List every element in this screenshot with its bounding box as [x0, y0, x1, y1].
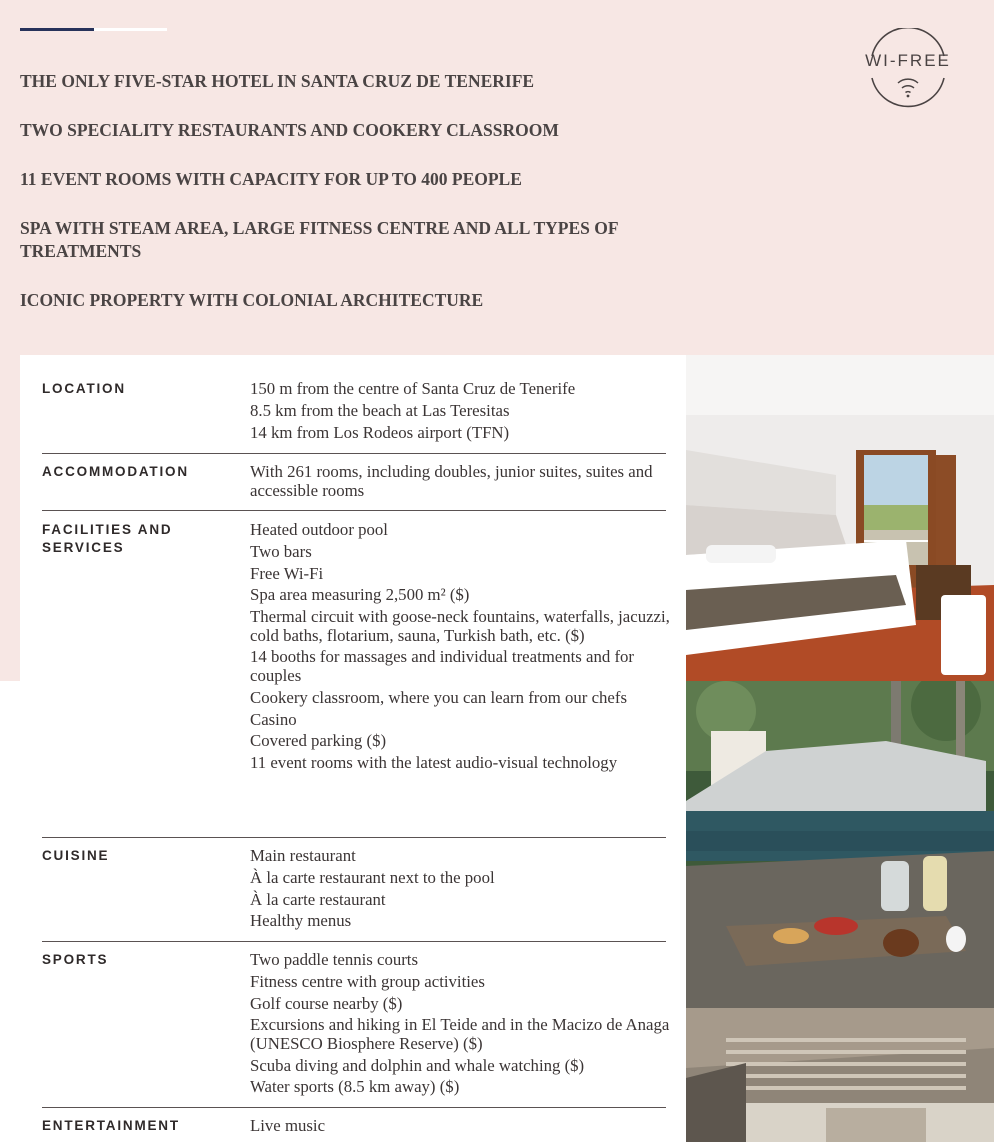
section-items [250, 847, 670, 934]
highlights-list [20, 70, 680, 338]
section-label: CUISINE [42, 848, 110, 863]
list-item: 14 km from Los Rodeos airport (TFN) [250, 422, 510, 442]
section-items [250, 463, 670, 503]
section-items [250, 951, 670, 1100]
list-item: À la carte restaurant [250, 889, 386, 909]
photo-bedroom [686, 355, 994, 681]
list-item: Main restaurant [250, 846, 356, 865]
list-item: Thermal circuit with goose-neck fountains, waterfalls, jacuzzi, cold baths, flotarium, sauna, Turkish bath, etc. ($) [250, 607, 670, 645]
section-items [250, 1117, 670, 1139]
left-pink-strip [0, 355, 20, 681]
accent-rule-light [94, 28, 167, 31]
list-item: Excursions and hiking in El Teide and in the Macizo de Anaga (UNESCO Biosphere Reserve) ($) [250, 1015, 670, 1053]
photo-architecture [686, 1008, 994, 1142]
section-sports [42, 950, 670, 1108]
section-label: SPORTS [42, 952, 109, 967]
list-item: Live music [250, 1116, 326, 1135]
highlight-item: ICONIC PROPERTY WITH COLONIAL ARCHITECTURE [20, 290, 484, 310]
accent-rule-dark [20, 28, 94, 31]
highlight-item: 11 EVENT ROOMS WITH CAPACITY FOR UP TO 400 PEOPLE [20, 169, 522, 189]
info-table [20, 355, 686, 1142]
list-item: Scuba diving and dolphin and whale watching ($) [250, 1055, 585, 1075]
list-item: À la carte restaurant next to the pool [250, 867, 495, 887]
section-entertainment [42, 1117, 666, 1142]
section-accommodation [42, 463, 666, 511]
highlight-item: TWO SPECIALITY RESTAURANTS AND COOKERY CLASSROOM [20, 120, 559, 140]
list-item: Two paddle tennis courts [250, 950, 419, 969]
list-item: 14 booths for massages and individual treatments and for couples [250, 647, 635, 685]
wifi-badge-label: WI-FREE [865, 51, 951, 70]
photo-pool-terrace [686, 681, 994, 1008]
section-facilities [42, 520, 670, 838]
list-item: Cookery classroom, where you can learn from our chefs [250, 687, 627, 707]
section-location [42, 380, 666, 454]
list-item: Fitness centre with group activities [250, 971, 485, 991]
section-label: LOCATION [42, 381, 126, 396]
list-item: Heated outdoor pool [250, 520, 388, 539]
list-item: 150 m from the centre of Santa Cruz de Tenerife [250, 379, 576, 398]
list-item: Golf course nearby ($) [250, 993, 403, 1013]
list-item: With 261 rooms, including doubles, junior suites, suites and accessible rooms [250, 462, 653, 500]
section-label: ENTERTAINMENT [42, 1118, 180, 1133]
wifi-badge [858, 28, 958, 108]
list-item: Free Wi-Fi [250, 563, 324, 583]
list-item: 11 event rooms with the latest audio-visual technology [250, 753, 618, 773]
list-item: Two bars [250, 541, 312, 561]
highlight-item: THE ONLY FIVE-STAR HOTEL IN SANTA CRUZ DE TENERIFE [20, 71, 535, 91]
list-item: Spa area measuring 2,500 m² ($) [250, 585, 470, 605]
section-cuisine [42, 847, 666, 942]
section-items [250, 521, 670, 776]
section-label: FACILITIES AND SERVICES [42, 522, 173, 555]
list-item: Covered parking ($) [250, 731, 387, 751]
list-item: 8.5 km from the beach at Las Teresitas [250, 400, 510, 420]
list-item: Casino [250, 709, 297, 729]
section-items [250, 380, 670, 445]
list-item: Healthy menus [250, 911, 352, 931]
list-item: Water sports (8.5 km away) ($) [250, 1077, 460, 1097]
highlight-item: SPA WITH STEAM AREA, LARGE FITNESS CENTRE AND ALL TYPES OF TREATMENTS [20, 218, 618, 261]
section-label: ACCOMMODATION [42, 464, 189, 479]
